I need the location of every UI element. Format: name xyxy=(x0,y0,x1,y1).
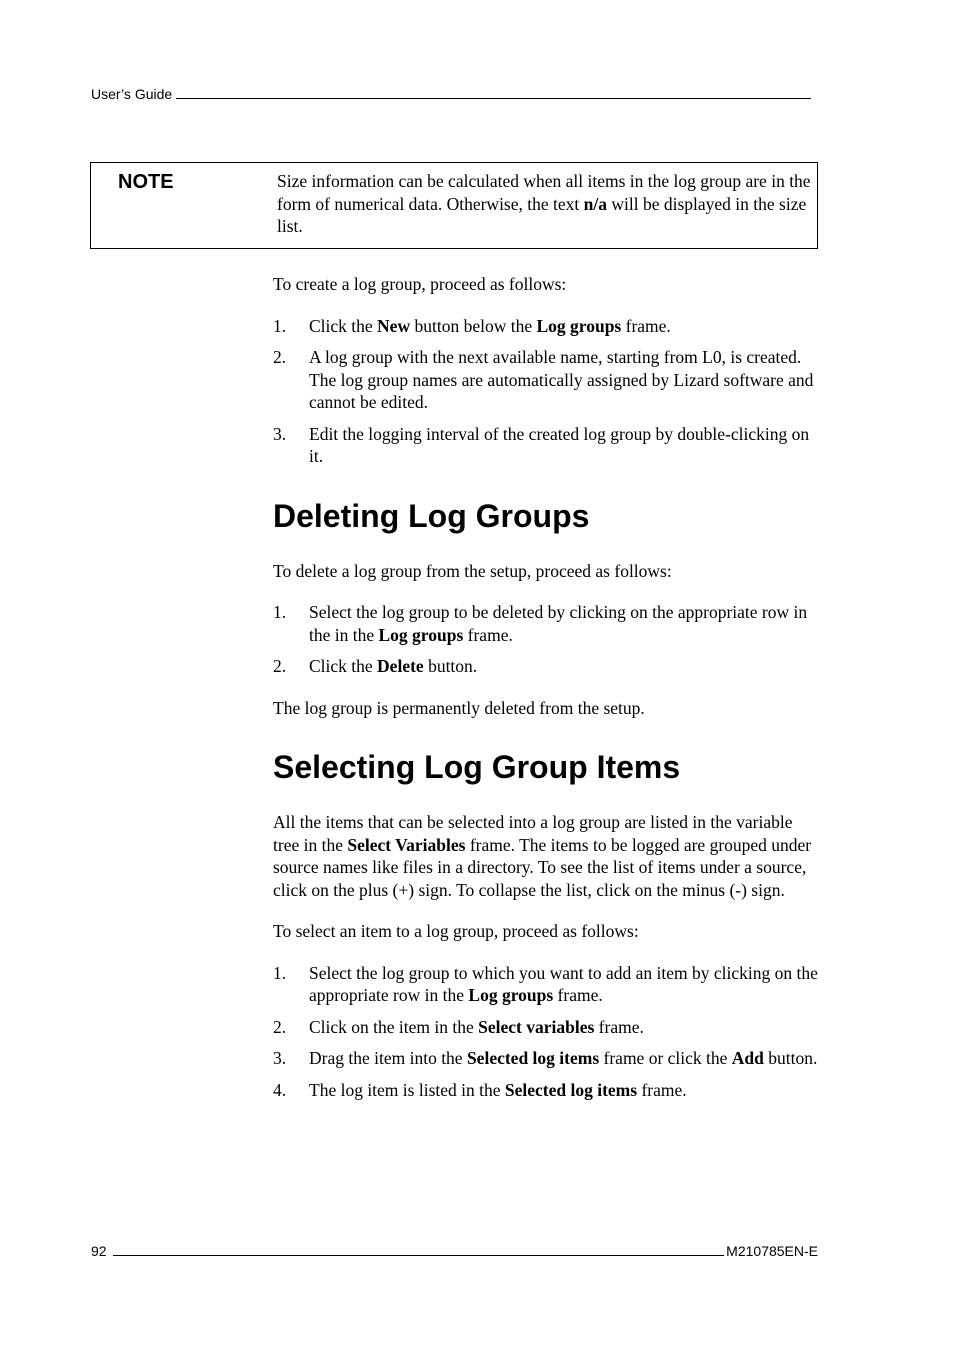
step-text: frame. xyxy=(594,1016,644,1037)
step-bold: Delete xyxy=(377,656,424,676)
list-item xyxy=(273,1016,818,1039)
para-text: All the items that can be selected into a log group are listed in the variable tree in the xyxy=(273,812,793,855)
note-text-bold: n/a xyxy=(583,193,607,214)
step-number: 1. xyxy=(273,602,287,622)
step-text: Click the xyxy=(309,656,378,676)
step-number: 3. xyxy=(273,1048,287,1068)
step-text: Select the log group to which you want to add an item by clicking on the appropriate row in the xyxy=(309,962,818,1005)
step-bold: Log groups xyxy=(468,985,554,1005)
step-bold: Select variables xyxy=(478,1016,595,1037)
step-bold: Add xyxy=(731,1048,764,1068)
step-bold: Selected log items xyxy=(466,1048,600,1068)
note-label: NOTE xyxy=(118,171,174,193)
delete-steps xyxy=(273,601,818,678)
step-number: 2. xyxy=(273,347,287,367)
step-number: 1. xyxy=(273,962,287,983)
note-text-part: will be displayed in the size list. xyxy=(277,193,807,236)
step-bold: Selected log items xyxy=(504,1079,638,1100)
step-text: frame. xyxy=(463,624,513,645)
list-item xyxy=(273,315,818,338)
step-text: Click the xyxy=(309,315,378,336)
step-text: button. xyxy=(423,656,478,676)
step-number: 2. xyxy=(273,1016,287,1037)
list-item xyxy=(273,1079,818,1102)
list-item xyxy=(273,601,818,646)
note-text-part: Size information can be calculated when all items in the log group are in the form of numerical data. Otherwise, the text xyxy=(277,171,811,214)
step-text: Select the log group to be deleted by clicking on the appropriate row in the in the xyxy=(309,602,808,645)
note-box xyxy=(90,162,818,249)
delete-intro: To delete a log group from the setup, proceed as follows: xyxy=(273,560,672,581)
select-intro: To select an item to a log group, proceed as follows: xyxy=(273,921,639,941)
step-text: frame. xyxy=(553,985,603,1005)
step-text: Drag the item into the xyxy=(309,1048,467,1068)
section-heading-deleting: Deleting Log Groups xyxy=(273,497,590,534)
step-number: 4. xyxy=(273,1079,287,1100)
para-text: frame. The items to be logged are grouped under source names like files in a directory. To see the list of items under a source, click on the plus (+) sign. To collapse the list, click on the minus (-) sign. xyxy=(273,834,812,900)
step-text: frame. xyxy=(637,1079,687,1100)
header-title: User’s Guide xyxy=(91,86,173,102)
step-number: 2. xyxy=(273,656,287,676)
step-bold: New xyxy=(377,315,411,336)
header-rule xyxy=(176,98,811,99)
select-steps xyxy=(273,962,818,1102)
main-content xyxy=(273,273,818,1120)
para-bold: Select Variables xyxy=(347,834,466,855)
select-paragraph xyxy=(273,811,818,901)
step-text: Edit the logging interval of the created log group by double-clicking on it. xyxy=(309,423,810,466)
step-text: The log item is listed in the xyxy=(309,1079,505,1100)
page-number: 92 xyxy=(91,1243,107,1259)
step-text: button. xyxy=(763,1048,818,1068)
list-item xyxy=(273,962,818,1007)
step-bold: Log groups xyxy=(536,315,622,336)
page-footer xyxy=(91,1243,818,1259)
step-number: 1. xyxy=(273,315,287,336)
step-text: button below the xyxy=(410,315,537,336)
list-item xyxy=(273,1047,818,1070)
list-item xyxy=(273,346,818,414)
step-text: frame. xyxy=(621,315,671,336)
list-item xyxy=(273,655,818,678)
create-intro: To create a log group, proceed as follows: xyxy=(273,274,567,294)
document-id: M210785EN-E xyxy=(726,1243,818,1259)
note-text xyxy=(277,170,811,238)
step-text: frame or click the xyxy=(599,1048,732,1068)
step-bold: Log groups xyxy=(378,624,464,645)
list-item xyxy=(273,423,818,468)
step-text: A log group with the next available name, starting from L0, is created. The log group names are automatically assigned by Lizard software and cannot be edited. xyxy=(309,347,814,412)
delete-outro: The log group is permanently deleted from the setup. xyxy=(273,697,645,718)
step-number: 3. xyxy=(273,423,287,444)
step-text: Click on the item in the xyxy=(309,1016,479,1037)
footer-rule xyxy=(113,1255,725,1256)
create-steps xyxy=(273,315,818,468)
section-heading-selecting: Selecting Log Group Items xyxy=(273,749,681,785)
page-header xyxy=(91,86,811,102)
